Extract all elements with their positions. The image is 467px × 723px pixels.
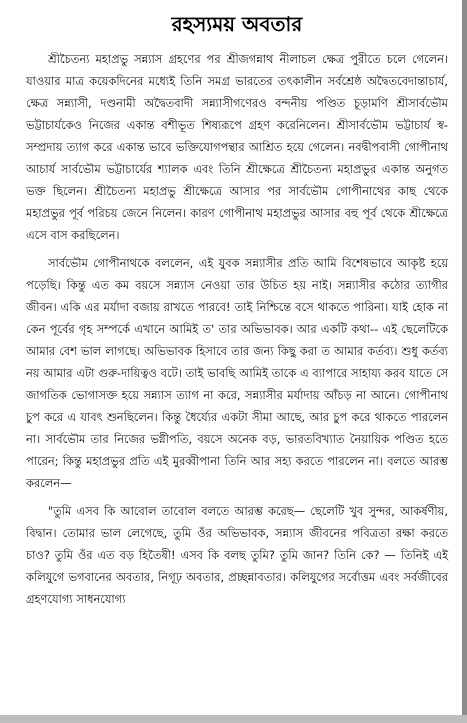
paragraph-1: শ্রীচৈতন্য মহাপ্রভু সন্ন্যাস গ্রহণের পর শ্রীজগন্নাথ নীলাচল ক্ষেত্র পুরীতে চলে গেলেন। যাওয়ার মাত্র কয়েকদিনের মধ্যেই তিনি সমগ্র ভারতের তৎকালীন সর্বশ্রেষ্ঠ অদ্বৈতবেদান্তাচার্য, ক্ষেত্র সন্ন্যাসী, দণ্ডনামী অদ্বৈতবাদী সন্ন্যাসীগণেরও বন্দনীয় পণ্ডিত চূড়ামণি শ্রীসার্বভৌম ভট্টাচার্যকেও নিজের একান্ত বশীভূত শিষ্যরূপে গ্রহণ করেনিলেন। শ্রীসার্বভৌম ভট্টাচার্য স্ব-সম্প্রদায় ত্যাগ করে একান্ত ভাবে ভক্তিযোগপন্থার আশ্রিত হয়ে গেলেন। নবদ্বীপবাসী গোপীনাথ আচার্য সার্বভৌম ভট্টাচার্যের শ্যালক এবং তিনি শ্রীক্ষেত্রে শ্রীচৈতন্য মহাপ্রভুর একান্ত অনুগত ভক্ত ছিলেন। শ্রীচৈতন্য মহাপ্রভু শ্রীক্ষেত্রে আসার পর সার্বভৌম গোপীনাথের কাছ থেকে মহাপ্রভুর পূর্ব পরিচয় জেনে নিলেন। কারণ গোপীনাথ মহাপ্রভুর আসার বহু পূর্ব থেকে শ্রীক্ষেত্রে এসে বাস করছিলেন। bbox=[26, 52, 448, 242]
body-text bbox=[26, 48, 448, 610]
chapter-title: রহস্যময় অবতার bbox=[171, 12, 303, 36]
page-bottom-shadow bbox=[0, 715, 467, 723]
page-edge-shadow bbox=[462, 0, 467, 723]
paragraph-2: সার্বভৌম গোপীনাথকে বললেন, এই যুবক সন্ন্যাসীর প্রতি আমি বিশেষভাবে আকৃষ্ট হয়ে পড়েছি। কিন্তু এত কম বয়সে সন্ন্যাস নেওয়া তার উচিত হয় নাই। সন্ন্যাসীর কঠোর ত্যাগীর জীবন। একি এর মর্যাদা বজায় রাখতে পারবে! তাই নিশ্চিন্তে বসে থাকতে পারিনা। যাই হোক না কেন পূর্বের গৃহ সম্পর্কে এখানে আমিই ত' তার অভিভাবক। আর একটি কথা-- এই ছেলেটিকে আমার বেশ ভাল লাগছে। অভিভাবক হিসাবে তার জন্য কিছু করা ত আমার কর্তব্য। শুধু কর্তব্য নয় আমার এটা গুরু-দায়িত্বও বটে। তাই ভাবছি আমিই তাকে এ ব্যাপারে সাহায্য করব যাতে সে জাগতিক ভোগাসক্ত হয়ে সন্ন্যাস ত্যাগ না করে, সন্ন্যাসীর মর্যাদায় আঁচড় না আনে। গোপীনাথ চুপ করে এ যাবৎ শুনছিলেন। কিন্তু ধৈর্য্যের একটা সীমা আছে, আর চুপ করে থাকতে পারলেন না। সার্বভৌম তার নিজের ভগ্নীপতি, বয়সে অনেক বড়, ভারতবিখ্যাত নৈয়ায়িক পণ্ডিত হতে পারেন; কিন্তু মহাপ্রভুর প্রতি এই মুরব্বীপানা তিনি আর সহ্য করতে পারলেন না। বলতে আরম্ভ করলেন— bbox=[26, 256, 448, 490]
paragraph-3: "তুমি এসব কি আবোল তাবোল বলতে আরম্ভ করেছ— ছেলেটি খুব সুন্দর, আকর্ষণীয়, বিদ্বান। তোমার ভাল লেগেছে, তুমি ওঁর অভিভাবক, সন্ন্যাস জীবনের পবিত্রতা রক্ষা করতে চাও? তুমি ওঁর এত বড় হিতৈষী! এসব কি বলছ তুমি? তুমি জান? তিনি কে? — তিনিই এই কলিযুগে ভগবানের অবতার, নিগূঢ় অবতার, প্রচ্ছন্নাবতার। কলিযুগের সর্বোত্তম এবং সর্বজীবের গ্রহণযোগ্য সাধনযোগ্য bbox=[26, 504, 448, 606]
